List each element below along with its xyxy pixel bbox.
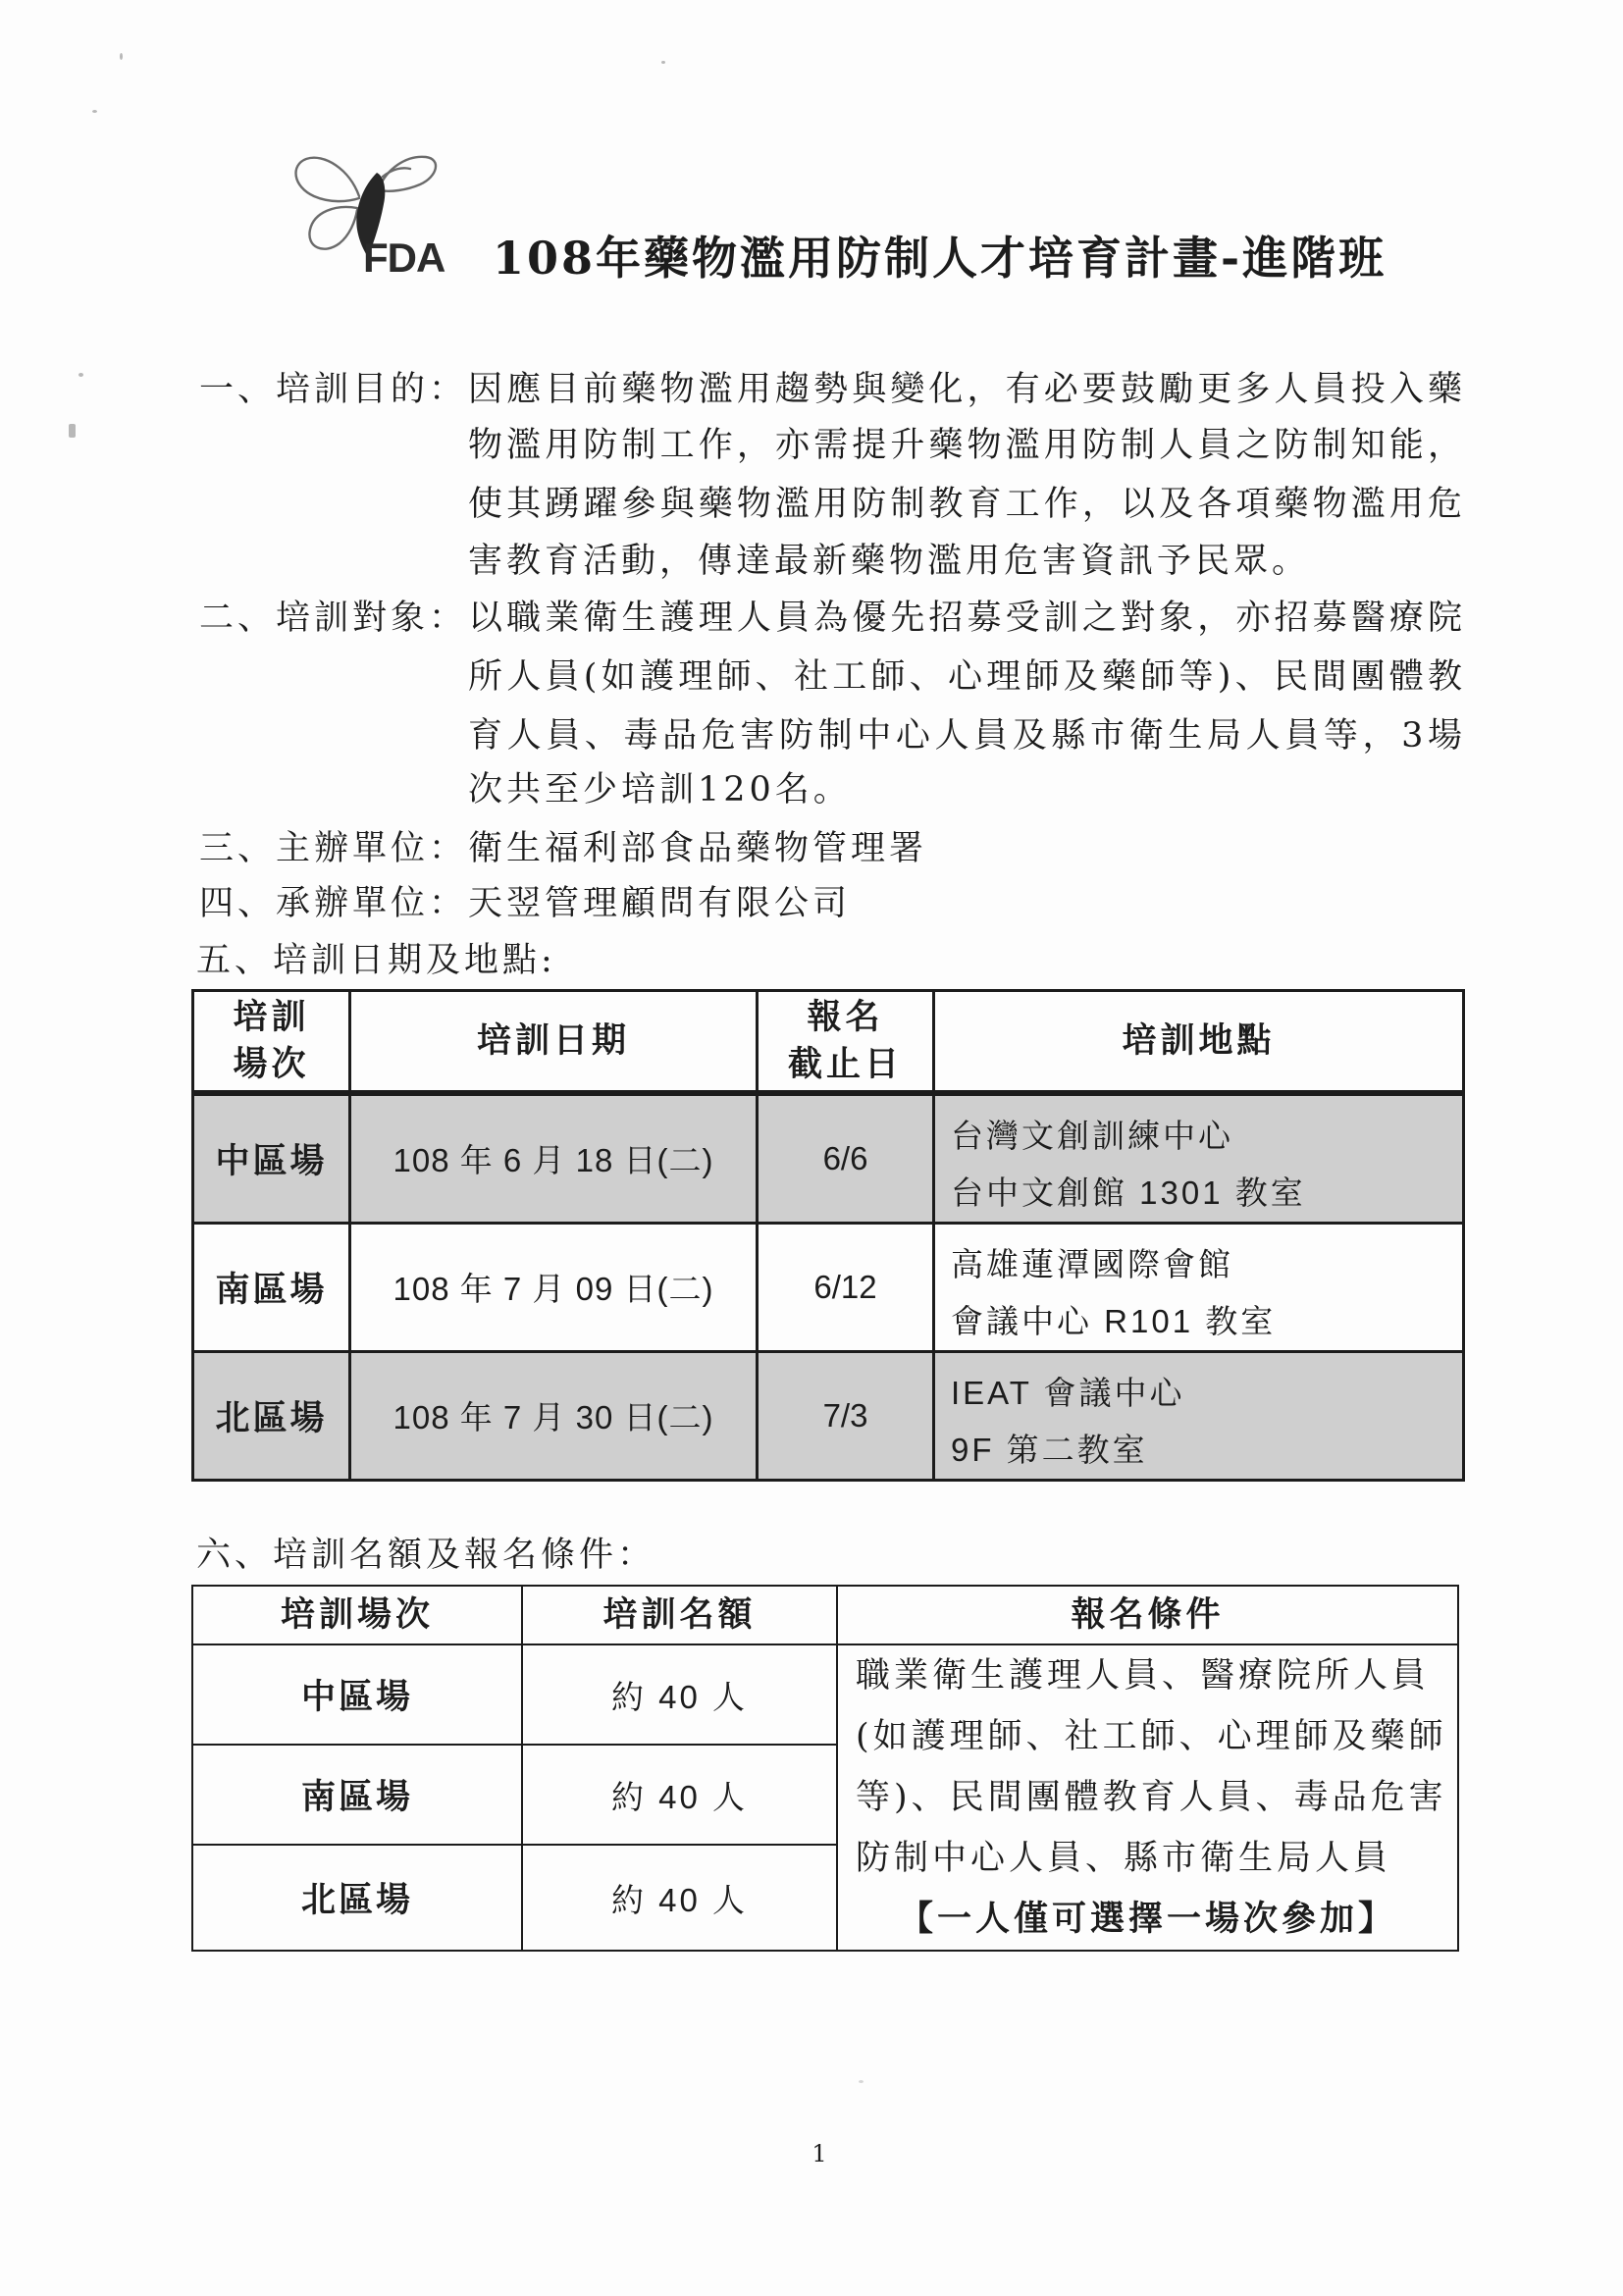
table-row bbox=[192, 1644, 1458, 1745]
location-line: 台灣文創訓練中心 bbox=[951, 1117, 1233, 1154]
quota-count: 約 40 人 bbox=[522, 1644, 837, 1745]
fda-logo-graphic bbox=[285, 147, 461, 280]
training-date: 108 年 7 月 30 日(二) bbox=[350, 1351, 758, 1480]
table-header-row bbox=[192, 1586, 1458, 1644]
audience-text-line: 以職業衛生護理人員為優先招募受訓之對象，亦招募醫療院 bbox=[468, 599, 1462, 638]
table-row bbox=[193, 1223, 1464, 1351]
header-location: 培訓地點 bbox=[934, 991, 1464, 1093]
header-deadline-line: 報名 bbox=[807, 996, 884, 1037]
fda-logo bbox=[285, 147, 461, 280]
session-name: 北區場 bbox=[193, 1351, 350, 1480]
audience-text-line: 次共至少培訓120名。 bbox=[468, 770, 852, 809]
audience-text-line: 育人員、毒品危害防制中心人員及縣市衛生局人員等，3場 bbox=[468, 716, 1462, 756]
session-name: 中區場 bbox=[192, 1644, 522, 1745]
schedule-table bbox=[191, 989, 1465, 1482]
training-location bbox=[934, 1093, 1464, 1224]
purpose-text-line: 使其踴躍參與藥物濫用防制教育工作，以及各項藥物濫用危 bbox=[468, 485, 1462, 524]
session-name: 北區場 bbox=[192, 1845, 522, 1951]
logo-text: FDA bbox=[363, 235, 445, 280]
training-date: 108 年 7 月 09 日(二) bbox=[350, 1223, 758, 1351]
section-label-audience: 二、培訓對象： bbox=[199, 599, 468, 638]
table-row bbox=[193, 1351, 1464, 1480]
location-line: 會議中心 R101 教室 bbox=[951, 1302, 1277, 1339]
location-line: 高雄蓮潭國際會館 bbox=[951, 1245, 1233, 1282]
quota-table bbox=[191, 1585, 1459, 1952]
table-header-row bbox=[193, 991, 1464, 1093]
table-row bbox=[193, 1093, 1464, 1224]
purpose-text-line: 因應目前藥物濫用趨勢與變化，有必要鼓勵更多人員投入藥 bbox=[468, 370, 1462, 409]
condition-line: 職業衛生護理人員、醫療院所人員 bbox=[856, 1656, 1431, 1696]
purpose-text-line: 害教育活動，傳達最新藥物濫用危害資訊予民眾。 bbox=[468, 542, 1311, 581]
header-session bbox=[193, 991, 350, 1093]
session-name: 南區場 bbox=[192, 1745, 522, 1845]
document-title: 108年藥物濫用防制人才培育計畫-進階班 bbox=[493, 232, 1387, 285]
condition-line: 防制中心人員、縣市衛生局人員 bbox=[856, 1839, 1392, 1878]
location-line: 9F 第二教室 bbox=[951, 1431, 1148, 1468]
session-name: 中區場 bbox=[193, 1093, 350, 1224]
condition-note: 【一人僅可選擇一場次參加】 bbox=[898, 1899, 1396, 1939]
quota-count: 約 40 人 bbox=[522, 1845, 837, 1951]
registration-conditions bbox=[837, 1644, 1458, 1951]
training-location bbox=[934, 1351, 1464, 1480]
logo-wing-upper-left bbox=[296, 158, 359, 201]
section-label-contractor: 四、承辦單位： bbox=[199, 884, 468, 923]
location-line: 台中文創館 1301 教室 bbox=[951, 1174, 1306, 1211]
header-quota: 培訓名額 bbox=[522, 1586, 837, 1644]
training-date: 108 年 6 月 18 日(二) bbox=[350, 1093, 758, 1224]
purpose-text-line: 物濫用防制工作，亦需提升藥物濫用防制人員之防制知能， bbox=[468, 426, 1462, 465]
header-session-line: 場次 bbox=[233, 1043, 310, 1084]
logo-wing-lower-left bbox=[309, 207, 357, 249]
header-session: 培訓場次 bbox=[192, 1586, 522, 1644]
quota-count: 約 40 人 bbox=[522, 1745, 837, 1845]
header-deadline bbox=[758, 991, 934, 1093]
organizer-text: 衛生福利部食品藥物管理署 bbox=[468, 829, 928, 868]
quota-heading: 六、培訓名額及報名條件： bbox=[196, 1536, 656, 1575]
section-label-organizer: 三、主辦單位： bbox=[199, 829, 468, 868]
header-date: 培訓日期 bbox=[350, 991, 758, 1093]
contractor-text: 天翌管理顧問有限公司 bbox=[468, 884, 852, 923]
condition-line: (如護理師、社工師、心理師及藥師 bbox=[856, 1717, 1447, 1756]
registration-deadline: 6/6 bbox=[758, 1093, 934, 1224]
header-conditions: 報名條件 bbox=[837, 1586, 1458, 1644]
training-location bbox=[934, 1223, 1464, 1351]
location-line: IEAT 會議中心 bbox=[951, 1374, 1185, 1411]
schedule-heading: 五、培訓日期及地點: bbox=[196, 941, 556, 980]
audience-text-line: 所人員(如護理師、社工師、心理師及藥師等)、民間團體教 bbox=[468, 657, 1462, 697]
header-session-line: 培訓 bbox=[233, 996, 310, 1037]
page-number: 1 bbox=[812, 2140, 827, 2167]
scan-speck bbox=[859, 2080, 864, 2083]
condition-line: 等)、民間團體教育人員、毒品危害 bbox=[856, 1778, 1447, 1817]
scan-speck bbox=[92, 110, 97, 113]
scan-speck bbox=[120, 53, 123, 60]
header-deadline-line: 截止日 bbox=[787, 1043, 903, 1084]
scan-speck bbox=[79, 373, 83, 377]
scan-speck bbox=[69, 424, 76, 438]
section-label-purpose: 一、培訓目的： bbox=[199, 370, 468, 409]
registration-deadline: 6/12 bbox=[758, 1223, 934, 1351]
registration-deadline: 7/3 bbox=[758, 1351, 934, 1480]
session-name: 南區場 bbox=[193, 1223, 350, 1351]
scan-speck bbox=[661, 61, 665, 64]
